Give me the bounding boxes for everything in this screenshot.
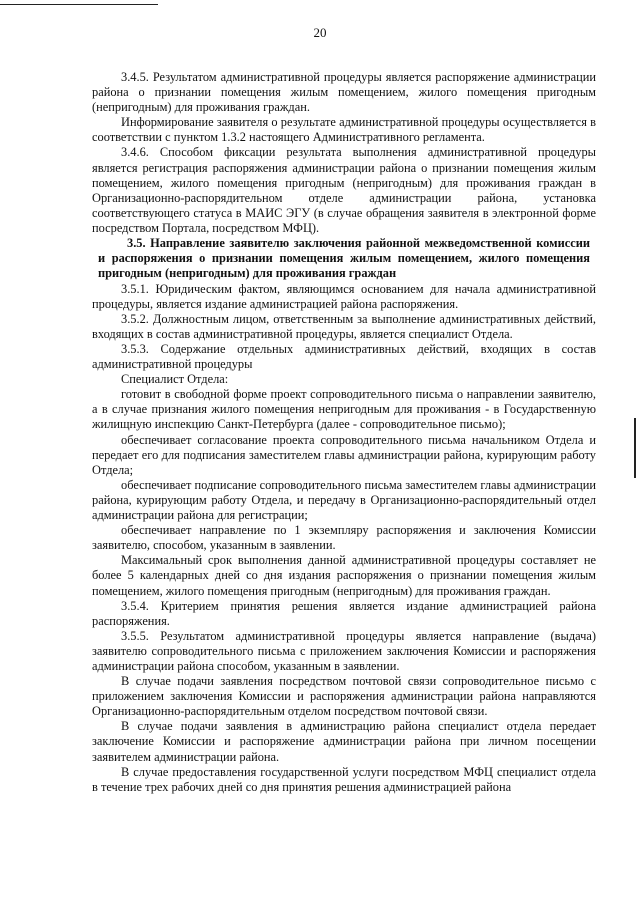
page-number: 20 — [313, 25, 327, 40]
paragraph: Информирование заявителя о результате административной процедуры осуществляется в соответствии с пунктом 1.3.2 настоящего Административного регламента. — [92, 115, 596, 145]
paragraph: 3.4.5. Результатом административной процедуры является распоряжение администрации района о признании помещения жилым помещением, жилого помещения пригодным (непригодным) для проживания граждан. — [92, 70, 596, 115]
paragraph: 3.4.6. Способом фиксации результата выполнения административной процедуры является регистрация распоряжения администрации района о признании помещения жилым помещением, жилого помещения пригодным (непригодным) для проживания граждан в Организационно-распорядительном отделе администрации района, установка соответствующего статуса в МАИС ЭГУ (в случае обращения заявителя в электронной форме посредством Портала, посредством МФЦ). — [92, 145, 596, 235]
paragraph: Специалист Отдела: — [121, 372, 229, 387]
margin-mark — [634, 418, 636, 478]
paragraph: 3.5.5. Результатом административной процедуры является направление (выдача) заявителю сопроводительного письма с приложением заключения Комиссии и распоряжения администрации района способом, указанным в заявлении. — [92, 628, 596, 673]
paragraph: 3.5.2. Должностным лицом, ответственным за выполнение административных действий, входящих в состав административной процедуры, является специалист Отдела. — [92, 311, 596, 341]
paragraph: Максимальный срок выполнения данной административной процедуры составляет не более 5 календарных дней со дня издания распоряжения о признании помещения жилым помещением, жилого помещения пригодным (непригодным) для проживания граждан. — [92, 553, 596, 598]
paragraph: В случае подачи заявления в администрацию района специалист отдела передает заключение Комиссии и распоряжение администрации района при личном посещении заявителем администрации района. — [92, 719, 596, 764]
paragraph: обеспечивает направление по 1 экземпляру распоряжения и заключения Комиссии заявителю, способом, указанным в заявлении. — [92, 523, 596, 553]
section-heading: 3.5. Направление заявителю заключения районной межведомственной комиссии и распоряжения о признании помещения жилым помещением, жилого помещения пригодным (непригодным) для проживания граждан — [98, 236, 590, 281]
paragraph: готовит в свободной форме проект сопроводительного письма о направлении заявителю, а в случае признания жилого помещения непригодным для проживания - в Государственную жилищную инспекцию Санкт-Петербурга (далее - сопроводительное письмо); — [92, 387, 596, 432]
document-body — [92, 70, 596, 795]
paragraph: В случае предоставления государственной услуги посредством МФЦ специалист отдела в течение трех рабочих дней со дня принятия решения администрацией района — [92, 764, 596, 794]
paragraph: 3.5.3. Содержание отдельных административных действий, входящих в состав административной процедуры — [92, 342, 596, 372]
paragraph: 3.5.1. Юридическим фактом, являющимся основанием для начала административной процедуры, является издание администрацией района распоряжения. — [92, 281, 596, 311]
paragraph: обеспечивает согласование проекта сопроводительного письма начальником Отдела и передает его для подписания заместителем главы администрации района, курирующим работу Отдела; — [92, 432, 596, 477]
paragraph: 3.5.4. Критерием принятия решения является издание администрацией района распоряжения. — [92, 598, 596, 628]
paragraph: В случае подачи заявления посредством почтовой связи сопроводительное письмо с приложением заключения Комиссии и распоряжения администрации района направляются Организационно-распорядительным отделом посредством почтовой связи. — [92, 674, 596, 719]
paragraph: обеспечивает подписание сопроводительного письма заместителем главы администрации района, курирующим работу Отдела, и передачу в Организационно-распорядительный отдел администрации района для регистрации; — [92, 477, 596, 523]
top-rule — [0, 4, 158, 5]
